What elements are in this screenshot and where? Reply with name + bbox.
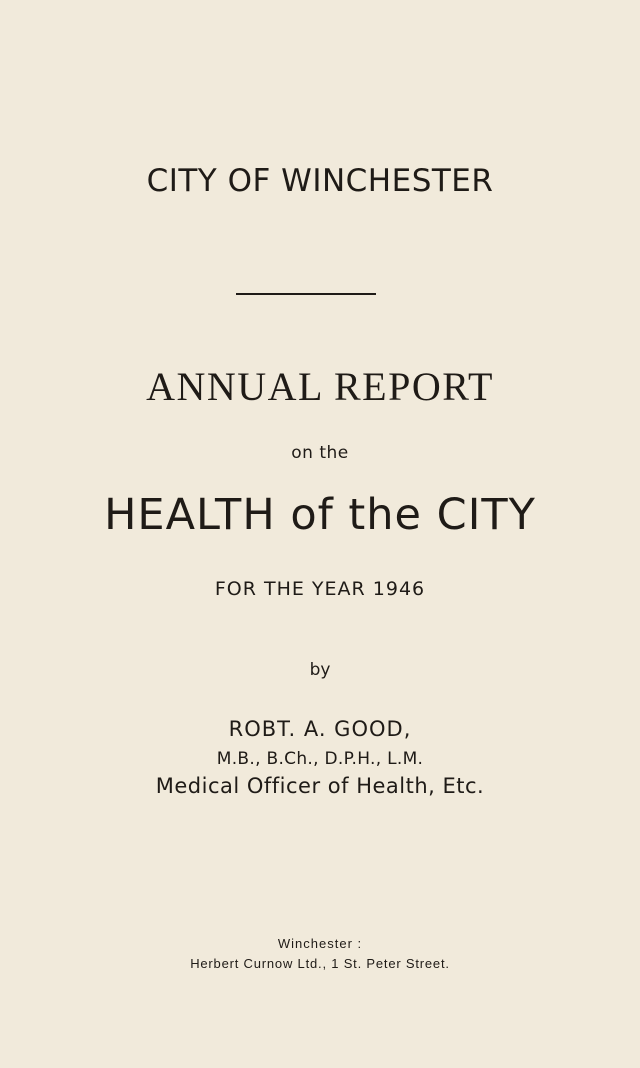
author-name: ROBT. A. GOOD, — [228, 717, 412, 741]
publication-place: Winchester : — [277, 936, 363, 951]
printer-imprint: Herbert Curnow Ltd., 1 St. Peter Street. — [190, 956, 450, 971]
author-title: Medical Officer of Health, Etc. — [155, 774, 485, 798]
by-text: by — [309, 660, 331, 680]
author-degrees: M.B., B.Ch., D.P.H., L.M. — [216, 749, 424, 769]
year-heading: FOR THE YEAR 1946 — [214, 578, 426, 600]
divider-rule — [236, 293, 376, 295]
subject-heading: HEALTH of the CITY — [104, 490, 536, 540]
report-title: ANNUAL REPORT — [146, 364, 494, 409]
city-heading: CITY OF WINCHESTER — [146, 163, 494, 199]
on-the-text: on the — [291, 443, 349, 463]
